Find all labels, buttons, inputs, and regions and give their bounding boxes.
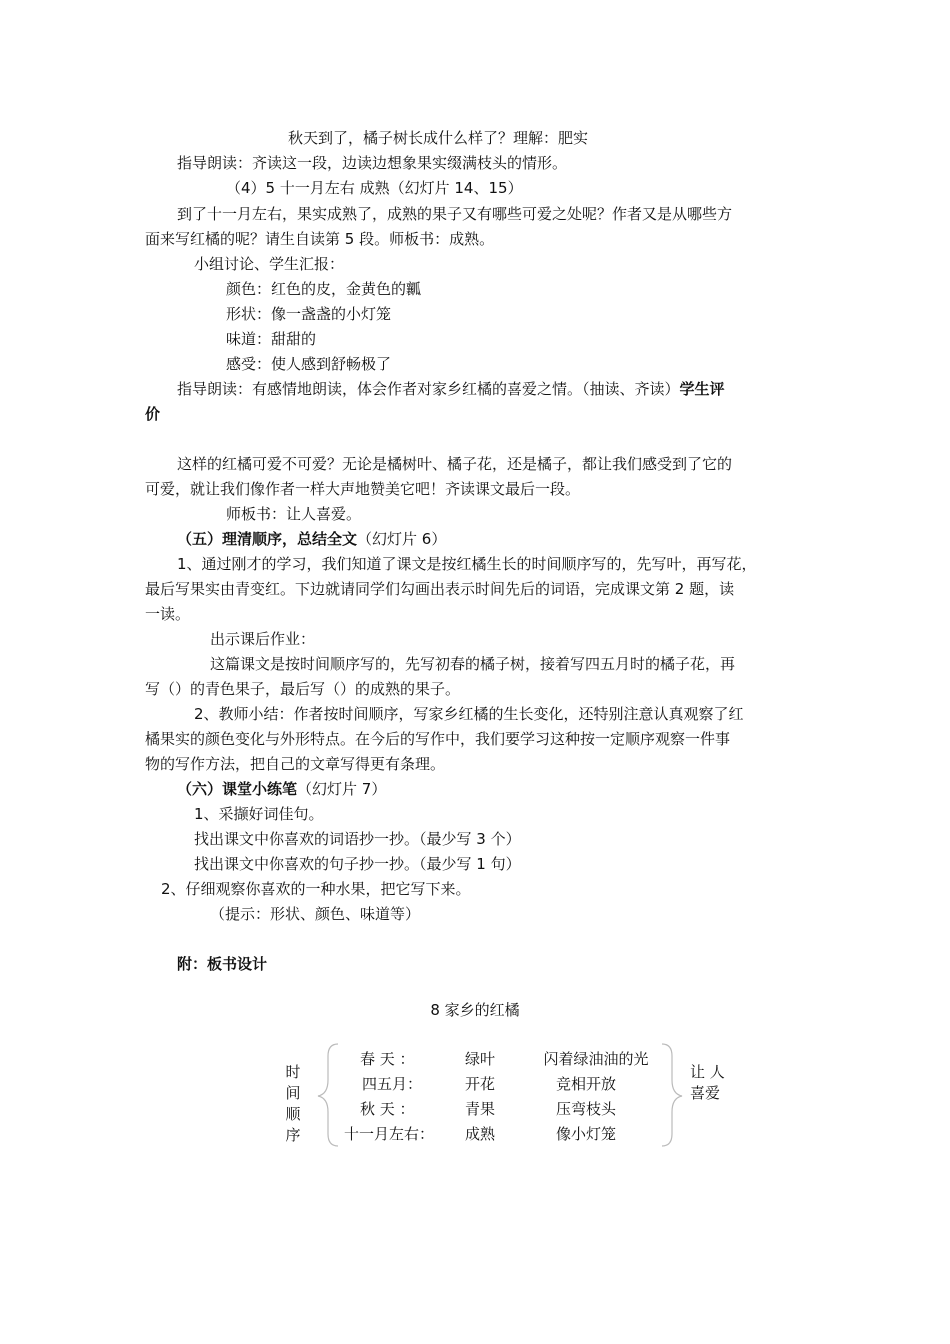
text-line: 味道：甜甜的 [226,330,317,348]
board-desc: 像小灯笼 [555,1125,616,1143]
text-line: 出示课后作业： [210,630,316,648]
text-line: 形状：像一盏盏的小灯笼 [226,305,392,323]
text-line: 颜色：红色的皮，金黄色的瓤 [226,280,422,298]
board-left-char: 时 [285,1063,301,1081]
text-line: 可爱，就让我们像作者一样大声地赞美它吧！齐读课文最后一段。 [145,480,581,498]
text-line: 2、仔细观察你喜欢的一种水果，把它写下来。 [161,880,471,898]
text-line: 这样的红橘可爱不可爱？无论是橘树叶、橘子花，还是橘子，都让我们感受到了它的 [177,455,733,473]
text-segment: 指导朗读：有感情地朗读，体会作者对家乡红橘的喜爱之情。（抽读、齐读） [177,380,680,398]
text-line: 这篇课文是按时间顺序写的，先写初春的橘子树，接着写四五月时的橘子花，再 [210,655,736,673]
text-line: 一读。 [145,605,191,623]
board-right-label: 让 人 [690,1063,725,1081]
text-line: 写（）的青色果子，最后写（）的成熟的果子。 [145,680,461,698]
text-line: 1、通过刚才的学习，我们知道了课文是按红橘生长的时间顺序写的，先写叶，再写花， [177,555,757,573]
board-left-char: 序 [285,1126,301,1144]
board-stage: 成熟 [464,1125,495,1143]
board-left-char: 顺 [285,1105,301,1123]
text-line: 到了十一月左右，果实成熟了，成熟的果子又有哪些可爱之处呢？作者又是从哪些方 [177,205,733,223]
text-line: 指导朗读：齐读这一段，边读边想象果实缀满枝头的情形。 [177,154,568,172]
text-line: （提示：形状、颜色、味道等） [210,905,421,923]
text-line: 找出课文中你喜欢的词语抄一抄。（最少写 3 个） [194,830,521,848]
text-line: 师板书：让人喜爱。 [226,505,362,523]
text-line: 秋天到了，橘子树长成什么样了？理解：肥实 [288,129,589,147]
board-desc: 压弯枝头 [555,1100,616,1118]
board-desc: 闪着绿油油的光 [543,1050,649,1068]
text-line: 感受：使人感到舒畅极了 [226,355,392,373]
board-time: 十一月左右： [344,1125,435,1143]
text-line: 面来写红橘的呢？请生自读第 5 段。师板书：成熟。 [145,230,495,248]
text-line: 物的写作方法，把自己的文章写得更有条理。 [145,755,446,773]
text-bold: 学生评 [679,380,725,398]
board-desc: 竞相开放 [555,1075,616,1093]
text-line: 橘果实的颜色变化与外形特点。在今后的写作中，我们要学习这种按一定顺序观察一件事 [145,730,731,748]
heading-note: （幻灯片 7） [297,780,387,798]
board-left-char: 间 [285,1084,301,1102]
text-line: 最后写果实由青变红。下边就请同学们勾画出表示时间先后的词语，完成课文第 2 题，读 [145,580,735,598]
board-heading: 附：板书设计 [177,955,268,973]
board-stage: 绿叶 [464,1050,495,1068]
heading-note: （幻灯片 6） [357,530,447,548]
board-time: 秋 天 ： [360,1100,415,1118]
text-line: 1、采撷好词佳句。 [194,805,324,823]
board-title: 8 家乡的红橘 [430,1001,520,1019]
board-time: 春 天 ： [360,1050,415,1068]
text-line: 价 [145,405,161,423]
left-brace [318,1044,338,1146]
board-right-label: 喜爱 [690,1084,721,1102]
board-time: 四五月： [362,1075,423,1093]
heading-bold: （六）课堂小练笔 [177,780,298,798]
text-line: （4）5 十一月左右 成熟（幻灯片 14、15） [226,179,523,197]
text-line: 找出课文中你喜欢的句子抄一抄。（最少写 1 句） [194,855,521,873]
board-stage: 青果 [464,1100,495,1118]
text-line: 2、教师小结：作者按时间顺序，写家乡红橘的生长变化，还特别注意认真观察了红 [194,705,744,723]
text-line: 小组讨论、学生汇报： [194,255,345,273]
heading-bold: （五）理清顺序，总结全文 [177,530,358,548]
board-stage: 开花 [464,1075,495,1093]
